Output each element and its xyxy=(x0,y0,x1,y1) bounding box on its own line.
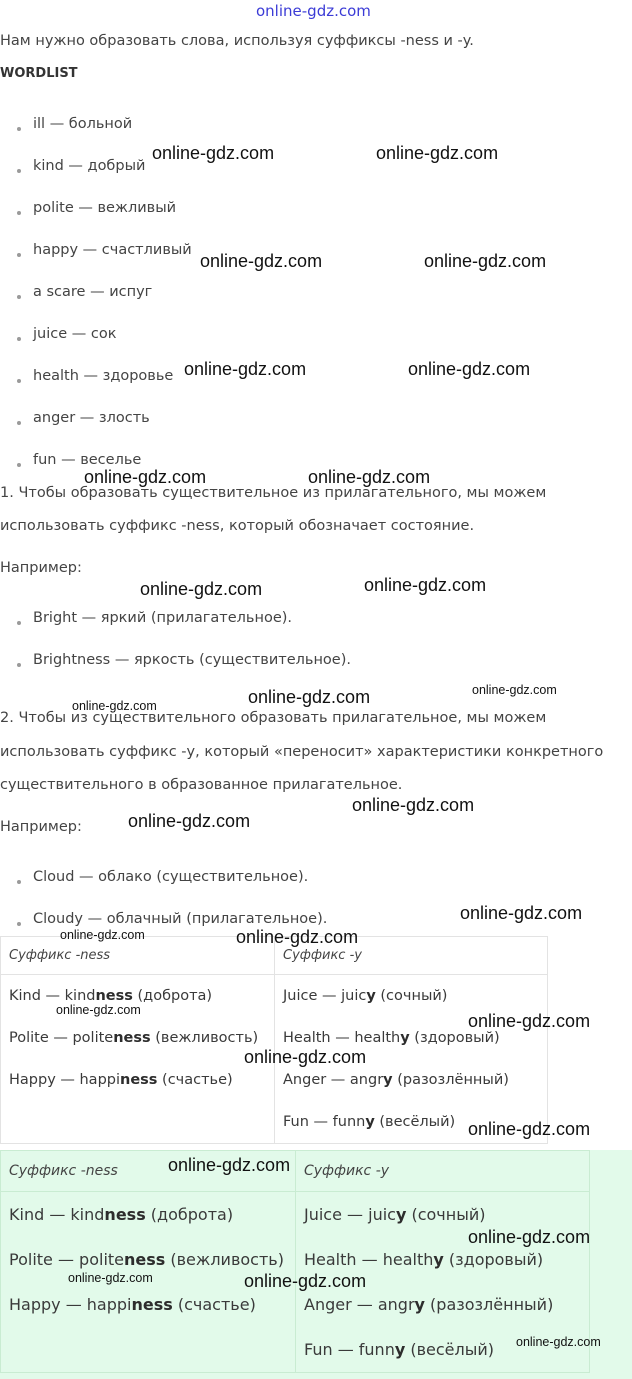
bullet xyxy=(17,621,21,625)
watermark: online-gdz.com xyxy=(72,699,157,713)
wordlist-heading: WORDLIST xyxy=(0,66,78,81)
table-row: Fun — funny (весёлый) xyxy=(304,1340,495,1359)
watermark: online-gdz.com xyxy=(408,359,531,379)
table-row: Happy — happiness (счастье) xyxy=(9,1072,233,1088)
watermark: online-gdz.com xyxy=(244,1271,367,1291)
table-row: Juice — juicy (сочный) xyxy=(304,1205,486,1224)
table-header-y: Суффикс -y xyxy=(275,937,548,975)
watermark: online-gdz.com xyxy=(352,795,475,815)
rule2-line1: 2. Чтобы из существительного образовать прилагательное, мы можем xyxy=(0,710,547,726)
rule1-example-label: Например: xyxy=(0,560,82,576)
watermark: online-gdz.com xyxy=(184,359,307,379)
bullet xyxy=(17,295,21,299)
intro-text: Нам нужно образовать слова, используя суффиксы -ness и -y. xyxy=(0,33,474,49)
rule2-example: Cloudy — облачный (прилагательное). xyxy=(33,911,328,927)
watermark: online-gdz.com xyxy=(468,1011,591,1031)
watermark: online-gdz.com xyxy=(60,928,145,942)
list-item: polite — вежливый xyxy=(33,200,177,216)
bullet xyxy=(17,880,21,884)
table-header-ness: Суффикс -ness xyxy=(1,1151,296,1192)
watermark: online-gdz.com xyxy=(308,467,431,487)
watermark: online-gdz.com xyxy=(128,811,251,831)
watermark: online-gdz.com xyxy=(424,251,547,271)
list-item: anger — злость xyxy=(33,410,150,426)
rule1-example: Bright — яркий (прилагательное). xyxy=(33,610,293,626)
list-item: juice — сок xyxy=(33,326,117,342)
site-logo[interactable]: online-gdz.com xyxy=(256,2,371,20)
bullet xyxy=(17,663,21,667)
watermark: online-gdz.com xyxy=(248,687,371,707)
bullet xyxy=(17,127,21,131)
rule2-line3: существительного в образованное прилагательное. xyxy=(0,777,403,793)
table-row: Anger — angry (разозлённый) xyxy=(304,1295,554,1314)
rule1-example: Brightness — яркость (существительное). xyxy=(33,652,351,668)
bullet xyxy=(17,211,21,215)
table-row: Polite — politeness (вежливость) xyxy=(9,1030,259,1046)
table-row: Polite — politeness (вежливость) xyxy=(9,1250,284,1269)
watermark: online-gdz.com xyxy=(460,903,583,923)
list-item: kind — добрый xyxy=(33,158,146,174)
answer-table xyxy=(0,1150,590,1373)
table-row: Health — healthy (здоровый) xyxy=(283,1030,500,1046)
bullet xyxy=(17,922,21,926)
bullet xyxy=(17,169,21,173)
watermark: online-gdz.com xyxy=(168,1155,291,1175)
watermark: online-gdz.com xyxy=(84,467,207,487)
bullet xyxy=(17,421,21,425)
watermark: online-gdz.com xyxy=(152,143,275,163)
watermark: online-gdz.com xyxy=(140,579,263,599)
bullet xyxy=(17,379,21,383)
table-header-y: Суффикс -y xyxy=(296,1151,590,1192)
ness-column xyxy=(1,975,275,1144)
list-item: happy — счастливый xyxy=(33,242,192,258)
rule2-example: Cloud — облако (существительное). xyxy=(33,869,309,885)
list-item: health — здоровье xyxy=(33,368,174,384)
table-row: Kind — kindness (доброта) xyxy=(9,1205,234,1224)
list-item: ill — больной xyxy=(33,116,133,132)
table-row: Happy — happiness (счастье) xyxy=(9,1295,256,1314)
watermark: online-gdz.com xyxy=(200,251,323,271)
watermark: online-gdz.com xyxy=(56,1003,141,1017)
table-header-ness: Суффикс -ness xyxy=(1,937,275,975)
list-item: a scare — испуг xyxy=(33,284,153,300)
bullet xyxy=(17,463,21,467)
table-row: Anger — angry (разозлённый) xyxy=(283,1072,509,1088)
list-item: fun — веселье xyxy=(33,452,142,468)
rule2-example-label: Например: xyxy=(0,819,82,835)
watermark: online-gdz.com xyxy=(468,1119,591,1139)
bullet xyxy=(17,253,21,257)
suffix-table xyxy=(0,936,548,1144)
watermark: online-gdz.com xyxy=(472,683,557,697)
table-row: Fun — funny (весёлый) xyxy=(283,1114,456,1130)
table-row: Health — healthy (здоровый) xyxy=(304,1250,544,1269)
rule2-line2: использовать суффикс -y, который «переносит» характеристики конкретного xyxy=(0,744,604,760)
bullet xyxy=(17,337,21,341)
rule1-line1: 1. Чтобы образовать существительное из прилагательного, мы можем xyxy=(0,485,547,501)
watermark: online-gdz.com xyxy=(244,1047,367,1067)
watermark: online-gdz.com xyxy=(468,1227,591,1247)
watermark: online-gdz.com xyxy=(364,575,487,595)
watermark: online-gdz.com xyxy=(68,1271,153,1285)
table-row: Kind — kindness (доброта) xyxy=(9,988,213,1004)
watermark: online-gdz.com xyxy=(376,143,499,163)
table-row: Juice — juicy (сочный) xyxy=(283,988,448,1004)
rule1-line2: использовать суффикс -ness, который обозначает состояние. xyxy=(0,518,475,534)
watermark: online-gdz.com xyxy=(516,1335,601,1349)
watermark: online-gdz.com xyxy=(236,927,359,947)
